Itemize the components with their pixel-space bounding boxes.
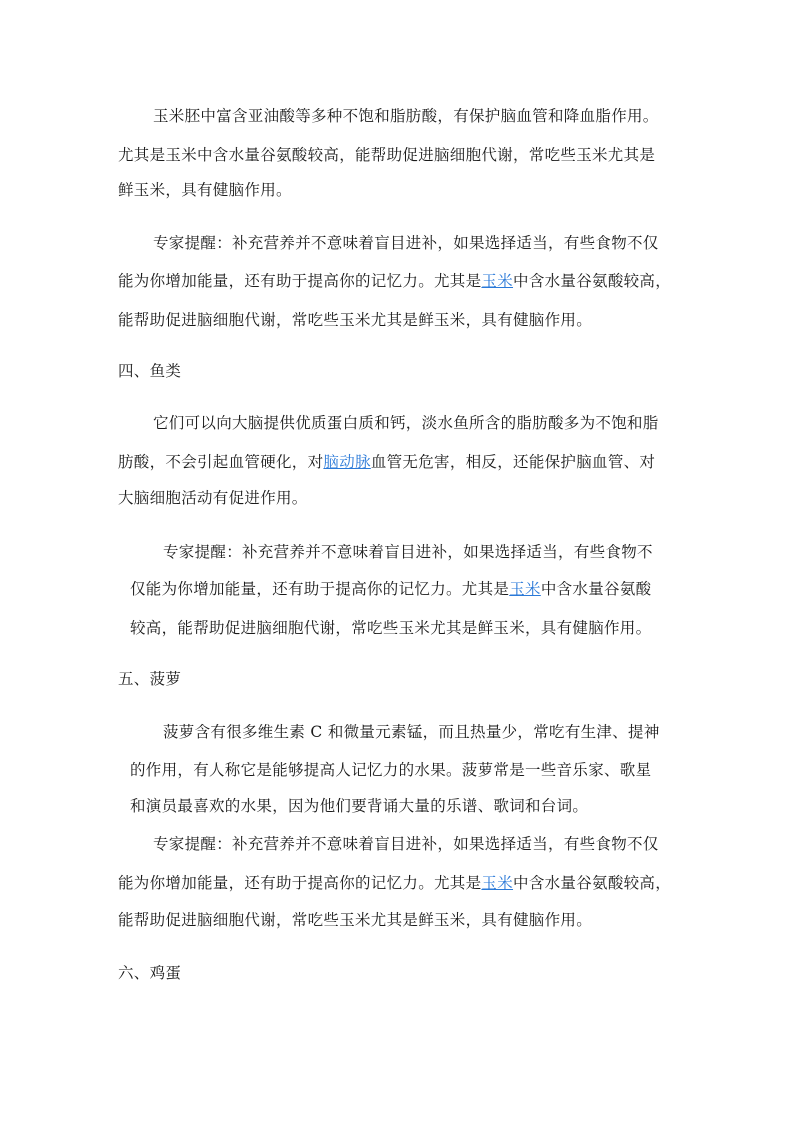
corn-link[interactable]: 玉米 (481, 272, 514, 290)
fish-text-after-link: 血管无危害，相反，还能保护脑血管、对 (370, 453, 656, 471)
fish-tip-text-before-link: 仅能为你增加能量，还有助于提高你的记忆力。尤其是 (130, 580, 510, 598)
section-heading-fish: 四、鱼类 (118, 362, 182, 380)
fish-paragraph-line-3: 大脑细胞活动有促进作用。 (118, 489, 308, 507)
pineapple-tip-line-3: 能帮助促进脑细胞代谢，常吃些玉米尤其是鲜玉米，具有健脑作用。 (118, 911, 593, 929)
pineapple-tip-line-2 (118, 873, 671, 893)
corn-paragraph-line-2: 尤其是玉米中含水量谷氨酸较高，能帮助促进脑细胞代谢，常吃些玉米尤其是 (118, 146, 656, 164)
fish-paragraph-line-2 (118, 452, 655, 472)
corn-tip-text-after-link: 中含水量谷氨酸较高， (513, 272, 672, 290)
pineapple-tip-text-after-link: 中含水量谷氨酸较高， (513, 874, 672, 892)
cerebral-artery-link[interactable]: 脑动脉 (323, 453, 371, 471)
fish-tip-line-2 (130, 579, 651, 599)
fish-tip-line-3: 较高，能帮助促进脑细胞代谢，常吃些玉米尤其是鲜玉米，具有健脑作用。 (130, 619, 652, 637)
corn-tip-line-2 (118, 271, 671, 291)
fish-paragraph-line-1: 它们可以向大脑提供优质蛋白质和钙，淡水鱼所含的脂肪酸多为不饱和脂 (153, 414, 659, 432)
corn-tip-line-1: 专家提醒：补充营养并不意味着盲目进补，如果选择适当，有些食物不仅 (153, 234, 659, 252)
fish-tip-line-1: 专家提醒：补充营养并不意味着盲目进补，如果选择适当，有些食物不 (163, 543, 653, 561)
corn-tip-text-before-link: 能为你增加能量，还有助于提高你的记忆力。尤其是 (118, 272, 482, 290)
pineapple-tip-line-1: 专家提醒：补充营养并不意味着盲目进补，如果选择适当，有些食物不仅 (153, 835, 659, 853)
corn-paragraph-line-3: 鲜玉米，具有健脑作用。 (118, 181, 292, 199)
corn-tip-line-3: 能帮助促进脑细胞代谢，常吃些玉米尤其是鲜玉米，具有健脑作用。 (118, 311, 593, 329)
pineapple-paragraph-line-1: 菠萝含有很多维生素 C 和微量元素锰，而且热量少，常吃有生津、提神 (163, 723, 660, 741)
section-heading-pineapple: 五、菠萝 (118, 670, 182, 688)
pineapple-tip-text-before-link: 能为你增加能量，还有助于提高你的记忆力。尤其是 (118, 874, 482, 892)
fish-tip-text-after-link: 中含水量谷氨酸 (540, 580, 652, 598)
pineapple-paragraph-line-2: 的作用，有人称它是能够提高人记忆力的水果。菠萝常是一些音乐家、歌星 (130, 761, 652, 779)
corn-link[interactable]: 玉米 (481, 874, 514, 892)
corn-paragraph-line-1: 玉米胚中富含亚油酸等多种不饱和脂肪酸，有保护脑血管和降血脂作用。 (153, 107, 659, 125)
corn-link[interactable]: 玉米 (509, 580, 541, 598)
fish-text-before-link: 肪酸，不会引起血管硬化，对 (118, 453, 324, 471)
pineapple-paragraph-line-3: 和演员最喜欢的水果，因为他们要背诵大量的乐谱、歌词和台词。 (130, 797, 589, 815)
section-heading-egg: 六、鸡蛋 (118, 964, 182, 982)
